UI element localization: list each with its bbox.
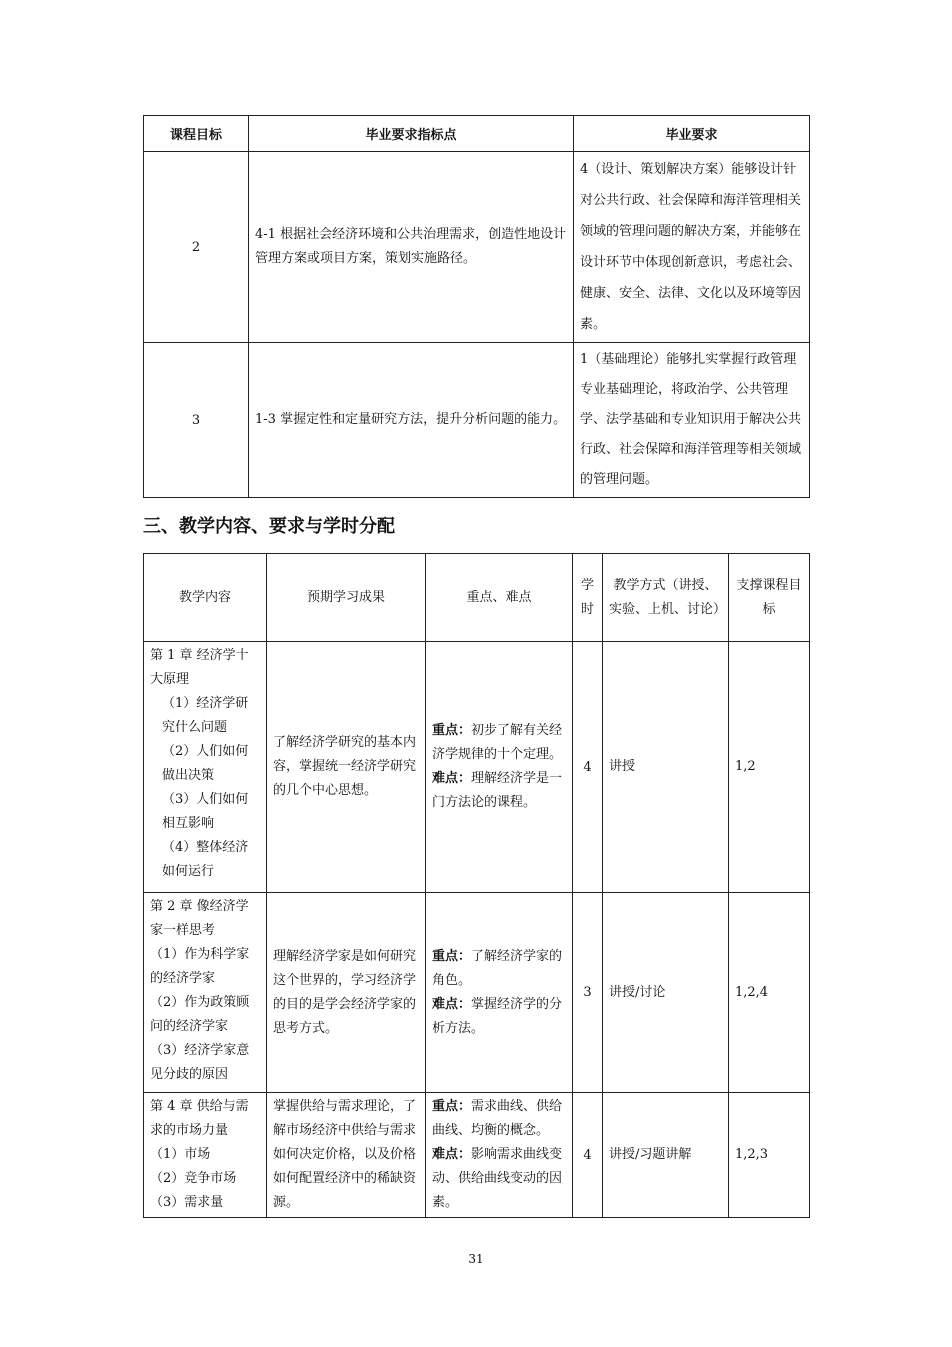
table-row <box>144 152 810 343</box>
difficulty-label: 难点： <box>432 996 472 1012</box>
table-row <box>144 1093 810 1218</box>
section-title: 三、教学内容、要求与学时分配 <box>143 516 395 537</box>
header-hours: 学时 <box>580 577 594 617</box>
header-outcome: 预期学习成果 <box>306 589 385 605</box>
chapter-title: 第 1 章 经济学十大原理 <box>150 648 249 687</box>
chapter-item: （2）人们如何做出决策 <box>162 744 249 783</box>
method-cell: 讲授 <box>609 759 636 774</box>
hours-cell: 4 <box>573 1093 603 1218</box>
chapter-item: （3）经济学家意见分歧的原因 <box>150 1043 250 1082</box>
header-content: 教学内容 <box>178 589 231 605</box>
header-requirement: 毕业要求 <box>574 116 810 152</box>
method-cell: 讲授/习题讲解 <box>609 1147 692 1162</box>
key-text: 了解经济学家的角色。 <box>432 948 563 988</box>
indicator-cell: 1-3 掌握定性和定量研究方法，提升分析问题的能力。 <box>255 412 567 427</box>
chapter-item: （1）作为科学家的经济学家 <box>150 947 250 986</box>
difficulty-label: 难点： <box>432 1147 472 1162</box>
goal-cell: 3 <box>144 343 249 498</box>
support-goal-cell: 1,2,4 <box>735 984 769 1000</box>
header-course-goal: 课程目标 <box>144 116 249 152</box>
support-goal-cell: 1,2,3 <box>735 1147 769 1162</box>
outcome-cell: 理解经济学家是如何研究这个世界的，学习经济学的目的是学会经济学家的思考方式。 <box>273 948 417 1036</box>
header-indicator: 毕业要求指标点 <box>249 116 574 152</box>
hours-cell: 4 <box>573 642 603 893</box>
difficulty-label: 难点： <box>432 771 472 786</box>
key-text: 需求曲线、供给曲线、均衡的概念。 <box>432 1099 563 1138</box>
chapter-item: （4）整体经济如何运行 <box>162 840 249 879</box>
indicator-cell: 4-1 根据社会经济环境和公共治理需求，创造性地设计管理方案或项目方案，策划实施路径。 <box>255 227 567 266</box>
key-label: 重点： <box>432 1099 472 1114</box>
key-text: 初步了解有关经济学规律的十个定理。 <box>432 723 563 762</box>
difficulty-text: 掌握经济学的分析方法。 <box>432 996 563 1036</box>
key-label: 重点： <box>432 948 472 964</box>
chapter-item: （3）需求量 <box>150 1195 224 1210</box>
header-support-goal: 支撑课程目标 <box>736 577 802 617</box>
key-label: 重点： <box>432 723 472 738</box>
graduation-requirements-table <box>143 115 810 498</box>
chapter-item: （3）人们如何相互影响 <box>162 792 249 831</box>
table-row <box>144 893 810 1093</box>
requirement-cell: 4（设计、策划解决方案）能够设计针对公共行政、社会保障和海洋管理相关领域的管理问题的解决方案，并能够在设计环节中体现创新意识，考虑社会、健康、安全、法律、文化以及环境等因素。 <box>580 162 802 332</box>
chapter-title: 第 4 章 供给与需求的市场力量 <box>150 1099 249 1138</box>
requirement-cell: 1（基础理论）能够扎实掌握行政管理专业基础理论，将政治学、公共管理学、法学基础和专业知识用于解决公共行政、社会保障和海洋管理等相关领域的管理问题。 <box>580 352 802 487</box>
goal-cell: 2 <box>144 152 249 343</box>
header-method: 教学方式（讲授、实验、上机、讨论） <box>609 577 727 617</box>
chapter-item: （2）作为政策顾问的经济学家 <box>150 995 250 1034</box>
table-row <box>144 642 810 893</box>
outcome-cell: 了解经济学研究的基本内容，掌握统一经济学研究的几个中心思想。 <box>273 735 417 798</box>
support-goal-cell: 1,2 <box>735 759 756 774</box>
difficulty-text: 影响需求曲线变动、供给曲线变动的因素。 <box>432 1147 563 1210</box>
chapter-item: （2）竞争市场 <box>150 1171 237 1186</box>
hours-cell: 3 <box>573 893 603 1093</box>
difficulty-text: 理解经济学是一门方法论的课程。 <box>432 771 563 810</box>
header-key-points: 重点、难点 <box>466 589 532 605</box>
chapter-item: （1）市场 <box>150 1147 211 1162</box>
chapter-title: 第 2 章 像经济学家一样思考 <box>150 899 249 938</box>
chapter-item: （1）经济学研究什么问题 <box>162 696 249 735</box>
teaching-content-table <box>143 553 810 1218</box>
table-row <box>144 343 810 498</box>
outcome-cell: 掌握供给与需求理论，了解市场经济中供给与需求如何决定价格，以及价格如何配置经济中的稀缺资源。 <box>273 1099 417 1210</box>
method-cell: 讲授/讨论 <box>609 984 666 1000</box>
page-number: 31 <box>468 1252 484 1266</box>
